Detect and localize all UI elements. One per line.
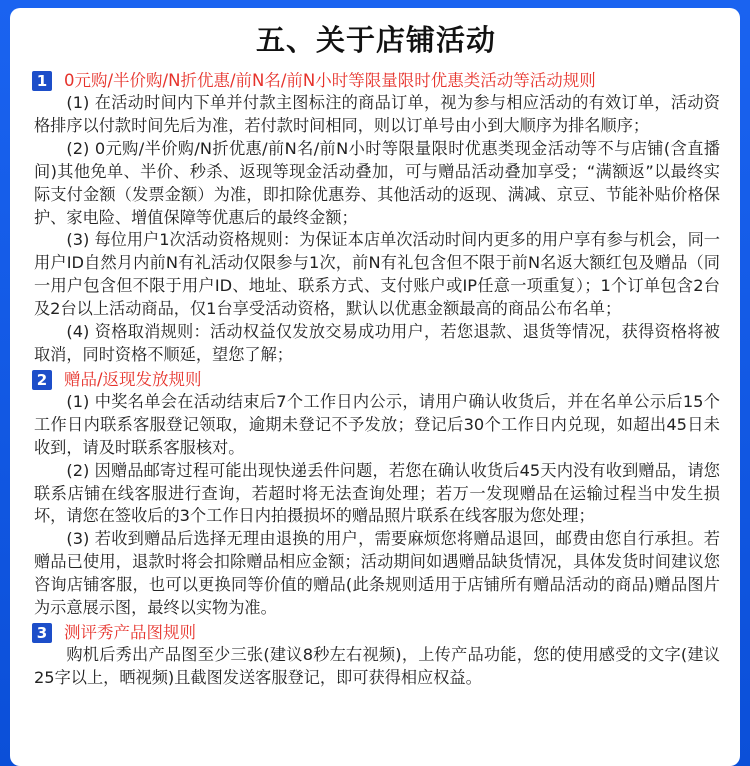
section-header — [32, 369, 720, 391]
rule-paragraph: (3) 每位用户1次活动资格规则：为保证本店单次活动时间内更多的用户享有参与机会，同一用户ID自然月内前N有礼活动仅限参与1次，前N有礼包含但不限于前N名返大额红包及赠品（同一用户包含但不限于用户ID、地址、联系方式、支付账户或IP任意一项重复）；1个订单包含2台及2台以上活动商品，仅1台享受活动资格，默认以优惠金额最高的商品公布名单； — [34, 230, 720, 319]
section-header — [32, 622, 720, 644]
rule-paragraph: 购机后秀出产品图至少三张(建议8秒左右视频)，上传产品功能，您的使用感受的文字(建议25字以上，晒视频)且截图发送客服登记，即可获得相应权益。 — [34, 644, 720, 687]
section-1 — [32, 70, 720, 367]
section-heading: 测评秀产品图规则 — [64, 622, 196, 642]
section-number-badge: 2 — [32, 370, 52, 390]
section-number-badge: 3 — [32, 623, 52, 643]
rule-paragraph: (1) 中奖名单会在活动结束后7个工作日内公示，请用户确认收货后，并在名单公示后15个工作日内联系客服登记领取，逾期未登记不予发放；登记后30个工作日内兑现，如超出45日未收到，请及时联系客服核对。 — [34, 391, 720, 457]
rule-paragraph: (4) 资格取消规则：活动权益仅发放交易成功用户，若您退款、退货等情况，获得资格将被取消，同时资格不顺延，望您了解； — [34, 322, 720, 364]
rules-card — [10, 8, 740, 766]
section-3 — [32, 622, 720, 690]
rule-paragraph: (2) 因赠品邮寄过程可能出现快递丢件问题，若您在确认收货后45天内没有收到赠品，请您联系店铺在线客服进行查询，若超时将无法查询处理；若万一发现赠品在运输过程当中发生损坏，请您在签收后的3个工作日内拍摄损坏的赠品照片联系在线客服为您处理； — [34, 460, 720, 526]
section-header — [32, 70, 720, 92]
section-number-badge: 1 — [32, 71, 52, 91]
rule-paragraph: (2) 0元购/半价购/N折优惠/前N名/前N小时等限量限时优惠类现金活动等不与店铺(含直播间)其他免单、半价、秒杀、返现等现金活动叠加，可与赠品活动叠加享受；“满额返”以最终实际支付金额（发票金额）为准，即扣除优惠券、其他活动的返现、满减、京豆、节能补贴价格保护、家电险、增值保障等优惠后的最终金额； — [34, 138, 720, 227]
page-title: 五、关于店铺活动 — [255, 23, 496, 57]
section-heading: 0元购/半价购/N折优惠/前N名/前N小时等限量限时优惠类活动等活动规则 — [64, 71, 596, 90]
rule-paragraph: (1) 在活动时间内下单并付款主图标注的商品订单，视为参与相应活动的有效订单，活动资格排序以付款时间先后为准，若付款时间相同，则以订单号由小到大顺序为排名顺序； — [34, 93, 720, 135]
section-heading: 赠品/返现发放规则 — [64, 369, 202, 389]
section-2 — [32, 369, 720, 620]
rule-paragraph: (3) 若收到赠品后选择无理由退换的用户，需要麻烦您将赠品退回，邮费由您自行承担。若赠品已使用，退款时将会扣除赠品相应金额；活动期间如遇赠品缺货情况，具体发货时间建议您咨询店铺客服，也可以更换同等价值的赠品(此条规则适用于店铺所有赠品活动的商品)赠品图片为示意展示图，最终以实物为准。 — [34, 529, 720, 618]
